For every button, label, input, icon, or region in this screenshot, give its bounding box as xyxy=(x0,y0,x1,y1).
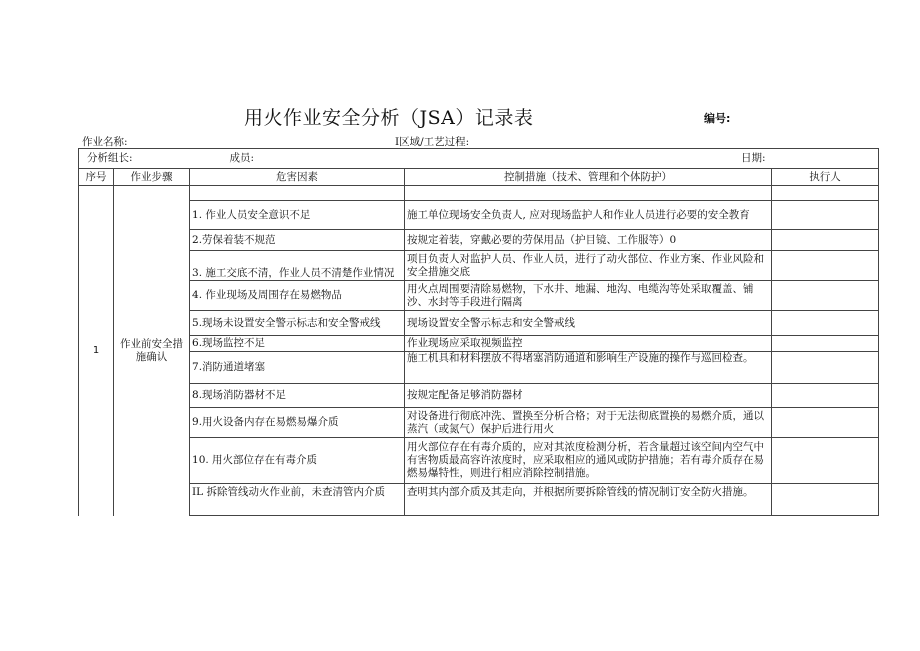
executor-cell xyxy=(772,352,879,384)
col-step: 作业步骤 xyxy=(114,169,190,186)
hazard-cell: IL 拆除管线动火作业前，未查清管内介质 xyxy=(190,484,405,516)
table-row xyxy=(79,484,879,516)
area-process-label: I区域/工艺过程: xyxy=(395,136,470,148)
control-cell: 施工单位现场安全负责人, 应对现场监护人和作业人员进行必要的安全教育 xyxy=(405,201,772,230)
hazard-cell: 8.现场消防器材不足 xyxy=(190,384,405,408)
members-label: 成员: xyxy=(190,149,405,169)
table-row xyxy=(79,384,879,408)
page-title: 用火作业安全分析（JSA）记录表 xyxy=(244,107,534,129)
col-executor: 执行人 xyxy=(772,169,879,186)
table-row xyxy=(79,251,879,281)
hazard-cell: 6.现场监控不足 xyxy=(190,336,405,352)
executor-cell xyxy=(772,408,879,438)
executor-cell xyxy=(772,336,879,352)
spacer-row xyxy=(79,186,879,201)
table-row xyxy=(79,352,879,384)
meta-row xyxy=(79,149,879,169)
hazard-cell: 2.劳保着装不规范 xyxy=(190,230,405,251)
control-cell: 用火点周围要清除易燃物，下水井、地漏、地沟、电缆沟等处采取覆盖、铺沙、水封等手段进行隔离 xyxy=(405,281,772,311)
col-seq: 序号 xyxy=(79,169,114,186)
executor-cell xyxy=(772,281,879,311)
col-control: 控制措施（技术、管理和个体防护） xyxy=(405,169,772,186)
control-cell: 施工机具和材料摆放不得堵塞消防通道和影响生产设施的操作与巡回检查。 xyxy=(405,352,772,384)
control-cell: 按规定配备足够消防器材 xyxy=(405,384,772,408)
date-value xyxy=(772,149,879,169)
control-cell: 对设备进行彻底冲洗、置换至分析合格；对于无法彻底置换的易燃介质，通以蒸汽（或氮气）保护后进行用火 xyxy=(405,408,772,438)
control-cell: 项目负责人对监护人员、作业人员，进行了动火部位、作业方案、作业风险和安全措施交底 xyxy=(405,251,772,281)
control-cell: 用火部位存在有毒介质的，应对其浓度检测分析，若含量超过该空间内空气中有害物质最高容许浓度时，应采取相应的通风或防护措施；若有毒介质存在易燃易爆特性，则进行相应消除控制措施。 xyxy=(405,438,772,484)
executor-cell xyxy=(772,311,879,336)
hazard-cell: 9.用火设备内存在易燃易爆介质 xyxy=(190,408,405,438)
table-row xyxy=(79,336,879,352)
executor-cell xyxy=(772,438,879,484)
job-name-label: 作业名称: xyxy=(82,136,128,148)
control-cell: 按规定着装，穿戴必要的劳保用品（护目镜、工作服等）0 xyxy=(405,230,772,251)
hazard-cell: 3. 施工交底不清，作业人员不清楚作业情况 xyxy=(190,251,405,281)
table-row xyxy=(79,438,879,484)
hazard-cell: 7.消防通道堵塞 xyxy=(190,352,405,384)
executor-cell xyxy=(772,201,879,230)
control-cell: 作业现场应采取视频监控 xyxy=(405,336,772,352)
executor-cell xyxy=(772,484,879,516)
hazard-cell: 5.现场未设置安全警示标志和安全警戒线 xyxy=(190,311,405,336)
group-step: 作业前安全措施确认 xyxy=(114,186,190,516)
executor-cell xyxy=(772,384,879,408)
hazard-cell: 1. 作业人员安全意识不足 xyxy=(190,201,405,230)
hazard-cell: 4. 作业现场及周围存在易燃物品 xyxy=(190,281,405,311)
group-seq: 1 xyxy=(79,186,114,516)
table-header xyxy=(79,169,879,186)
control-cell: 现场设置安全警示标志和安全警戒线 xyxy=(405,311,772,336)
date-label: 日期: xyxy=(405,149,772,169)
analysis-leader-label: 分析组长: xyxy=(79,149,190,169)
table-row xyxy=(79,201,879,230)
table-row xyxy=(79,230,879,251)
col-hazard: 危害因素 xyxy=(190,169,405,186)
control-cell: 查明其内部介质及其走向，并根据所要拆除管线的情况制订安全防火措施。 xyxy=(405,484,772,516)
table-row xyxy=(79,311,879,336)
hazard-cell: 10. 用火部位存在有毒介质 xyxy=(190,438,405,484)
serial-number-label: 编号: xyxy=(704,112,731,125)
executor-cell xyxy=(772,230,879,251)
jsa-table xyxy=(78,148,879,516)
table-row xyxy=(79,281,879,311)
executor-cell xyxy=(772,251,879,281)
table-row xyxy=(79,408,879,438)
